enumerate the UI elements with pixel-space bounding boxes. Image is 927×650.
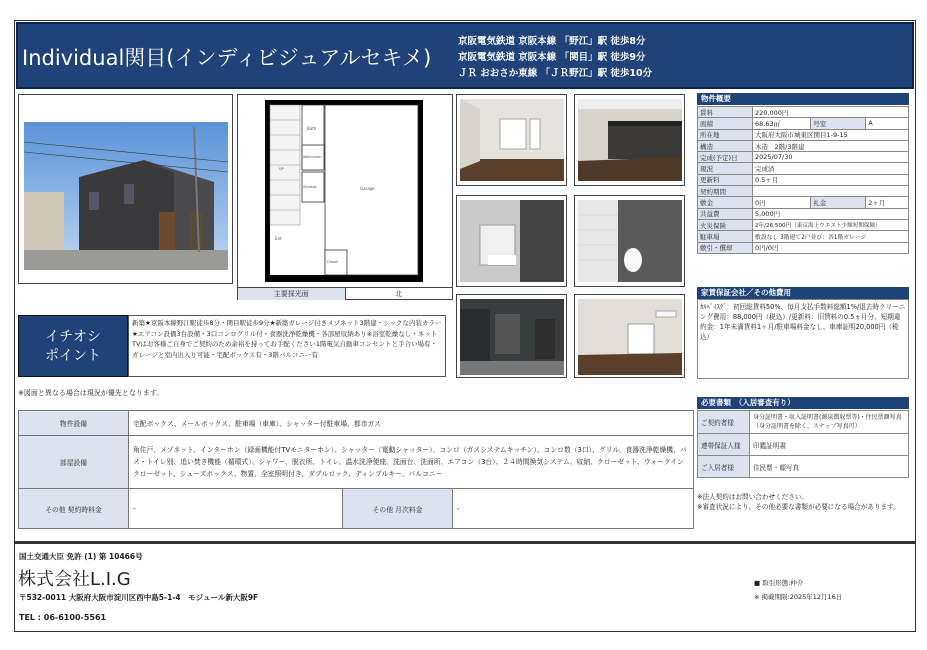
facility-key: 物件設備: [19, 411, 129, 436]
access-line: ＪＲ おおさか東線 「ＪＲ野江」駅 徒歩10分: [458, 68, 653, 79]
spec-value: 0円/0円: [753, 242, 909, 253]
spec-value: 完成済: [753, 163, 909, 174]
spec-key: 礼金: [811, 197, 866, 208]
spec-value: 2ヶ月: [866, 197, 909, 208]
recommend-label-line: イチオシ: [45, 329, 101, 345]
facility-key: その他 月次料金: [343, 489, 453, 529]
spec-key: 現況: [698, 163, 753, 174]
spec-row: [698, 208, 909, 219]
spec-value: 0.5ヶ月: [753, 174, 909, 185]
spec-key: 共益費: [698, 208, 753, 219]
floor-plan-frame: [237, 94, 453, 300]
documents-title: 必要書類 （入居審査有り）: [697, 397, 909, 409]
spec-row: [698, 197, 909, 208]
spec-key: 火災保険: [698, 219, 753, 230]
spec-row: [698, 118, 909, 129]
spec-row: [698, 152, 909, 163]
spec-key: 駐車場: [698, 231, 753, 242]
spec-key: 契約期間: [698, 186, 753, 197]
spec-key: 更新料: [698, 174, 753, 185]
spec-value: 0円: [753, 197, 811, 208]
room-label: UP: [279, 167, 284, 171]
spec-key: 構造: [698, 140, 753, 151]
recommend-label-line: ポイント: [45, 348, 101, 364]
living-room-photo: [460, 99, 564, 181]
document-value: 住民票・顔写真: [750, 456, 909, 478]
facility-value: -: [129, 489, 343, 529]
interior-photo-frame: [574, 94, 685, 186]
spec-row: [698, 107, 909, 118]
document-value: 印鑑証明書: [750, 434, 909, 456]
notice-text: ※図面と異なる場合は現況が優先となります。: [18, 389, 164, 397]
facility-key: 部屋設備: [19, 436, 129, 489]
toilet-photo: [578, 200, 682, 282]
documents-note: ※法人契約はお問い合わせください。: [697, 493, 809, 501]
exterior-photo: [24, 122, 228, 270]
interior-photo-frame: [456, 195, 567, 287]
spec-value: 木造 2階/3階建: [753, 140, 909, 151]
recommend-label: [18, 315, 128, 377]
spec-row: [698, 174, 909, 185]
spec-row: [698, 231, 909, 242]
spec-value: 220,000円: [753, 107, 909, 118]
guarantee-text: ｶﾙﾍﾟｲｽｸﾞ：初回総賃料50%、毎月支払手数料総額1%/退去時クリーニング費用：88,000円（税込）/更新料：旧賃料の0.5ヵ月分、短期違約金：1年未満賃料1ヶ月/駐車場料金なし、車庫証明20,000円（税込）: [697, 299, 909, 379]
access-line: 京阪電気鉄道 京阪本線 「野江」駅 徒歩8分: [458, 36, 646, 47]
spec-table: [697, 106, 909, 254]
document-key: 連帯保証人様: [698, 434, 750, 456]
spec-title: 物件概要: [697, 93, 909, 105]
floor-plan: [265, 100, 423, 282]
document-key: ご入居者様: [698, 456, 750, 478]
spec-value: 2年/26,500円（東京海上ウエスト少額短期保険）: [753, 219, 909, 230]
spec-value: 大阪府大阪市城東区関目1-9-15: [753, 129, 909, 140]
plan-caption: [238, 287, 452, 300]
company-address: 〒532-0011 大阪府大阪市淀川区西中島5-1-4 モジュール新大阪9F: [19, 593, 259, 602]
spec-value: 2025/07/30: [753, 152, 909, 163]
spec-value: 敷設なし 3階建て2戸並び：各1階ガレージ: [753, 231, 909, 242]
spec-row: [698, 219, 909, 230]
room-label: Bath: [307, 126, 317, 131]
spec-row: [698, 129, 909, 140]
exterior-photo-frame: [18, 94, 233, 284]
spec-key: 敷引・償却: [698, 242, 753, 253]
listing-deadline: ※ 掲載期限:2025年12月16日: [754, 593, 843, 601]
facility-row: [19, 436, 694, 489]
guarantee-title: 家賃保証会社／その他費用: [697, 287, 909, 299]
license-number: 国土交通大臣 免許 (1) 第 10466号: [19, 552, 143, 561]
facility-value: -: [453, 489, 694, 529]
document-row: [698, 456, 909, 478]
spec-value: A: [866, 118, 909, 129]
recommend-text: 新築★京阪本線野江駅徒歩8分・関目駅徒歩9分★新築ガレージ付きメゾネット3階建・シックな内装カラー★エアコン設備3台設備・3口コンログリル付・食器洗浄乾燥機・各部屋収納あり※浴室乾燥なし・ネットTVはお客様ご自身でご契約のため余裕を持ってお手配ください1階電気自動車コンセントと手合い場有・ガレージと室内出入り可能・宅配ボックス有・3階バルコニー有: [128, 315, 446, 377]
interior-photo-frame: [574, 195, 685, 287]
room-label: Washroom: [303, 155, 322, 159]
room-label: Closet: [327, 260, 338, 264]
room-label: Ent: [275, 236, 282, 241]
washroom-photo: [460, 200, 564, 282]
room-label: Garage: [360, 186, 375, 191]
spec-key: 完成(予定)日: [698, 152, 753, 163]
spec-value: 68.63㎡: [753, 118, 811, 129]
station-access: [458, 34, 652, 82]
garage-photo: [460, 299, 564, 375]
light-direction-label: 主要採光面: [238, 288, 345, 300]
spec-key: 面積: [698, 118, 753, 129]
interior-photo-frame: [456, 94, 567, 186]
spec-key: 賃料: [698, 107, 753, 118]
trade-type: ■ 取引形態:仲介: [754, 579, 804, 587]
spec-row: [698, 186, 909, 197]
document-row: [698, 434, 909, 456]
spec-row: [698, 242, 909, 253]
document-key: ご契約者様: [698, 411, 750, 434]
documents-note: ※審査状況により、その他必要な書類が必要になる場合があります。: [697, 503, 900, 511]
document-row: [698, 411, 909, 434]
facility-key: その他 契約時料金: [19, 489, 129, 529]
facility-row: [19, 489, 694, 529]
interior-photo-frame: [456, 294, 567, 378]
facility-value: 宅配ボックス、メールボックス、駐車場（車庫）、シャッター付駐車場、都市ガス: [129, 411, 694, 436]
light-direction-value: 北: [345, 288, 452, 300]
spec-key: 号室: [811, 118, 866, 129]
kitchen-photo: [578, 99, 682, 181]
bedroom-photo: [578, 299, 682, 375]
company-tel: TEL : 06-6100-5561: [19, 613, 107, 622]
spec-row: [698, 140, 909, 151]
spec-key: 所在地: [698, 129, 753, 140]
facility-value: 角住戸、メゾネット、インターホン（録画機能付TVモニターホン）、シャッター（電動シャッター）、コンロ（ガスシステムキッチン）、コンロ数（3口）、グリル、食器洗浄乾燥機、バス・トイレ別、追い焚き機能（循環式）、シャワー、脱衣所、トイレ、温水洗浄便座、洗面台、洗面所、エアコン（3台）、２４時間換気システム、収納、クローゼット、ウォークインクローゼット、シューズボックス、物置、全室照明付き、ダブルロック、ディンプルキー、バルコニー: [129, 436, 694, 489]
interior-photo-frame: [574, 294, 685, 378]
spec-value: 5,000円: [753, 208, 909, 219]
room-label: Storage: [303, 185, 317, 189]
property-title: Individual関目(インディビジュアルセキメ): [22, 46, 432, 70]
spec-key: 敷金: [698, 197, 753, 208]
footer: [14, 541, 916, 632]
documents-table: [697, 410, 909, 478]
facilities-table: [18, 410, 694, 529]
company-name: 株式会社L.I.G: [18, 569, 131, 590]
header-banner: [16, 22, 914, 89]
access-line: 京阪電気鉄道 京阪本線 「関目」駅 徒歩9分: [458, 52, 646, 63]
spec-value: [753, 186, 909, 197]
facility-row: [19, 411, 694, 436]
document-value: 身分証明書・収入証明書(源泉徴収票等)・住民票顔写真（身分証明書を除く、スナップ写真可）: [750, 411, 909, 434]
spec-row: [698, 163, 909, 174]
documents-notes: [697, 492, 909, 512]
